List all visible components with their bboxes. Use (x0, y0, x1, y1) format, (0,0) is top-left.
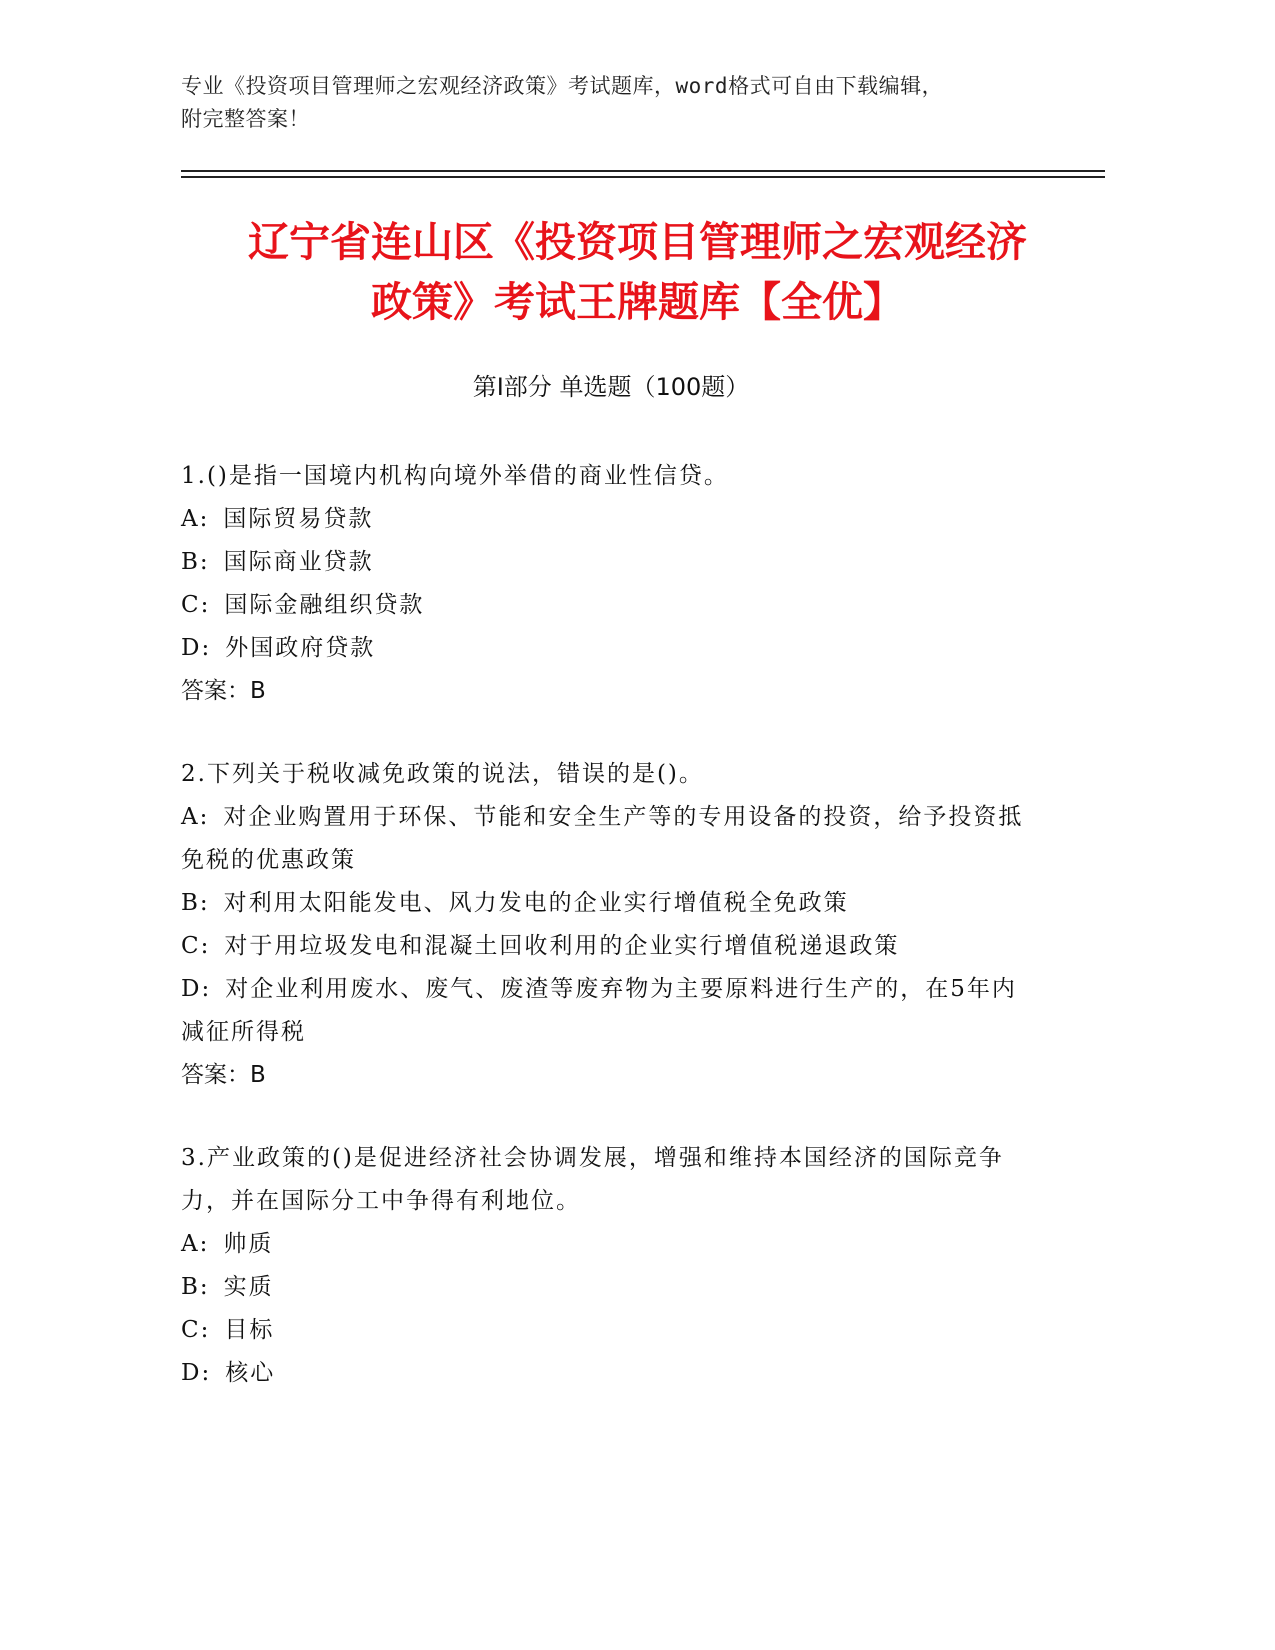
option-key: B: (181, 1274, 210, 1300)
option-text: 实质 (223, 1274, 274, 1300)
option-b (181, 882, 1031, 925)
document-title-line-1: 辽宁省连山区《投资项目管理师之宏观经济 (248, 218, 1027, 266)
option-key: B: (181, 890, 210, 916)
header-note (181, 70, 1061, 136)
option-text: 核心 (225, 1360, 276, 1386)
document-title-line-2: 政策》考试王牌题库【全优】 (371, 278, 904, 326)
header-note-line-2: 附完整答案！ (181, 107, 310, 131)
answer-line: 答案：B (181, 678, 266, 704)
question-stem: 1.()是指一国境内机构向境外举借的商业性信贷。 (181, 463, 729, 489)
option-text: 国际金融组织贷款 (224, 592, 425, 618)
answer-line: 答案：B (181, 1062, 266, 1088)
option-text: 对于用垃圾发电和混凝土回收利用的企业实行增值税递退政策 (224, 933, 900, 959)
option-text: 国际贸易贷款 (223, 506, 374, 532)
option-key: A: (181, 804, 210, 830)
option-a (181, 1223, 1031, 1266)
header-note-line-1: 专业《投资项目管理师之宏观经济政策》考试题库，word格式可自由下载编辑， (181, 74, 944, 98)
option-text: 帅质 (223, 1231, 274, 1257)
option-key: C: (181, 1317, 211, 1343)
header-divider-top (181, 170, 1105, 172)
question-list (181, 455, 1031, 1435)
option-key: C: (181, 933, 211, 959)
option-b (181, 541, 1031, 584)
option-c (181, 1309, 1031, 1352)
option-key: D: (181, 976, 212, 1002)
question-stem: 2.下列关于税收减免政策的说法，错误的是()。 (181, 761, 704, 787)
option-key: B: (181, 549, 210, 575)
option-a (181, 796, 1031, 882)
document-title (150, 212, 1125, 332)
option-text: 对企业购置用于环保、节能和安全生产等的专用设备的投资，给予投资抵免税的优惠政策 (181, 804, 1024, 873)
option-key: A: (181, 506, 210, 532)
header-divider-bottom (181, 176, 1105, 178)
option-text: 外国政府贷款 (225, 635, 376, 661)
question-1 (181, 455, 1031, 713)
option-key: C: (181, 592, 211, 618)
option-text: 国际商业贷款 (223, 549, 374, 575)
option-c (181, 584, 1031, 627)
section-heading: 第Ⅰ部分 单选题（100题） (472, 373, 750, 401)
option-text: 对企业利用废水、废气、废渣等废弃物为主要原料进行生产的，在5年内减征所得税 (181, 976, 1017, 1045)
option-d (181, 1352, 1031, 1395)
option-a (181, 498, 1031, 541)
option-d (181, 968, 1031, 1054)
option-d (181, 627, 1031, 670)
option-b (181, 1266, 1031, 1309)
question-stem: 3.产业政策的()是促进经济社会协调发展，增强和维持本国经济的国际竞争力，并在国际分工中争得有利地位。 (181, 1145, 1004, 1214)
question-2 (181, 753, 1031, 1097)
question-3 (181, 1137, 1031, 1395)
option-key: D: (181, 635, 212, 661)
option-key: D: (181, 1360, 212, 1386)
option-text: 目标 (224, 1317, 275, 1343)
option-key: A: (181, 1231, 210, 1257)
option-c (181, 925, 1031, 968)
option-text: 对利用太阳能发电、风力发电的企业实行增值税全免政策 (223, 890, 849, 916)
